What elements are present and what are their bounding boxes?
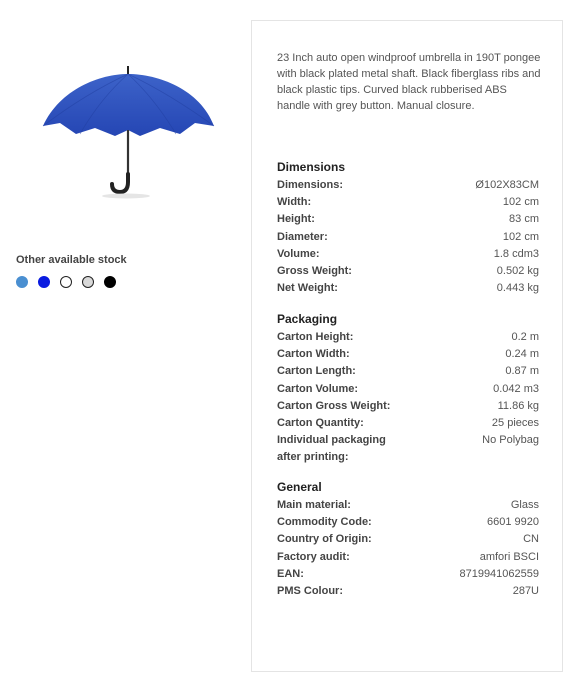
spec-label: Carton Height: <box>277 331 354 343</box>
spec-label: Country of Origin: <box>277 533 372 546</box>
spec-value: CN <box>523 533 539 546</box>
spec-row <box>277 211 539 228</box>
spec-label: Carton Gross Weight: <box>277 399 391 412</box>
umbrella-icon[interactable] <box>40 64 220 204</box>
spec-label: Carton Width: <box>277 348 350 361</box>
spec-label: Commodity Code: <box>277 516 372 529</box>
spec-label: Volume: <box>277 247 320 260</box>
spec-label: Diameter: <box>277 230 328 243</box>
spec-label: Carton Length: <box>277 365 356 378</box>
spec-value: No Polybag <box>482 434 539 447</box>
section-title: Packaging <box>277 312 338 326</box>
spec-label: Main material: <box>277 499 351 511</box>
spec-row <box>277 415 539 432</box>
spec-label: Factory audit: <box>277 550 350 563</box>
spec-row <box>277 363 539 380</box>
spec-label: Carton Quantity: <box>277 417 364 430</box>
spec-value: 287U <box>512 585 539 598</box>
spec-row <box>277 280 539 297</box>
swatch-black[interactable] <box>104 276 116 288</box>
spec-value: Glass <box>510 499 539 511</box>
spec-value: 102 cm <box>502 196 539 209</box>
spec-value: Ø102X83CM <box>475 179 539 191</box>
spec-value: 0.24 m <box>505 348 539 361</box>
spec-value: 6601 9920 <box>487 516 539 529</box>
spec-value: 102 cm <box>502 230 539 243</box>
spec-row <box>277 531 539 548</box>
swatch-blue[interactable] <box>38 276 50 288</box>
section-title: Dimensions <box>277 160 346 174</box>
spec-row <box>277 329 539 346</box>
spec-label: PMS Colour: <box>277 585 343 598</box>
swatch-white[interactable] <box>60 276 72 288</box>
spec-row <box>277 583 539 600</box>
spec-row <box>277 194 539 211</box>
product-description: 23 Inch auto open windproof umbrella in 190T pongee with black plated metal shaft. Black fiberglass ribs and black plastic tips. Curved black rubberised ABS handle with grey button. Manual closure. <box>277 52 541 112</box>
spec-value: 0.502 kg <box>496 265 539 278</box>
spec-label: Individual packaging after printing: <box>277 434 386 464</box>
spec-row <box>277 514 539 531</box>
spec-row <box>277 381 539 398</box>
spec-label: Dimensions: <box>277 179 344 191</box>
product-details-panel <box>251 20 563 672</box>
spec-label: Net Weight: <box>277 282 338 295</box>
packaging-section <box>277 312 539 467</box>
general-section <box>277 480 539 600</box>
spec-label: Carton Volume: <box>277 382 359 395</box>
spec-row <box>277 432 539 466</box>
spec-value: 0.443 kg <box>496 282 539 295</box>
spec-row <box>277 246 539 263</box>
section-title: General <box>277 480 322 494</box>
spec-row <box>277 346 539 363</box>
other-stock-label: Other available stock <box>16 254 127 266</box>
spec-value: 0.87 m <box>505 365 539 378</box>
spec-label: EAN: <box>277 567 304 580</box>
dimensions-section <box>277 160 539 297</box>
spec-row <box>277 566 539 583</box>
spec-row <box>277 398 539 415</box>
swatch-grey[interactable] <box>82 276 94 288</box>
spec-value: 83 cm <box>509 213 539 226</box>
spec-row <box>277 229 539 246</box>
spec-value: amfori BSCI <box>479 550 539 563</box>
spec-label: Height: <box>277 213 315 226</box>
spec-row <box>277 549 539 566</box>
swatch-light-blue[interactable] <box>16 276 28 288</box>
spec-value: 25 pieces <box>491 417 539 430</box>
spec-row <box>277 177 539 194</box>
spec-row <box>277 497 539 514</box>
spec-value: 0.2 m <box>511 331 539 343</box>
color-swatches <box>16 276 116 288</box>
spec-row <box>277 263 539 280</box>
spec-value: 8719941062559 <box>459 567 539 580</box>
spec-value: 0.042 m3 <box>493 382 539 395</box>
spec-label: Gross Weight: <box>277 265 352 278</box>
product-gallery <box>0 0 250 686</box>
spec-value: 1.8 cdm3 <box>493 247 539 260</box>
spec-label: Width: <box>277 196 312 209</box>
spec-value: 11.86 kg <box>497 399 539 412</box>
